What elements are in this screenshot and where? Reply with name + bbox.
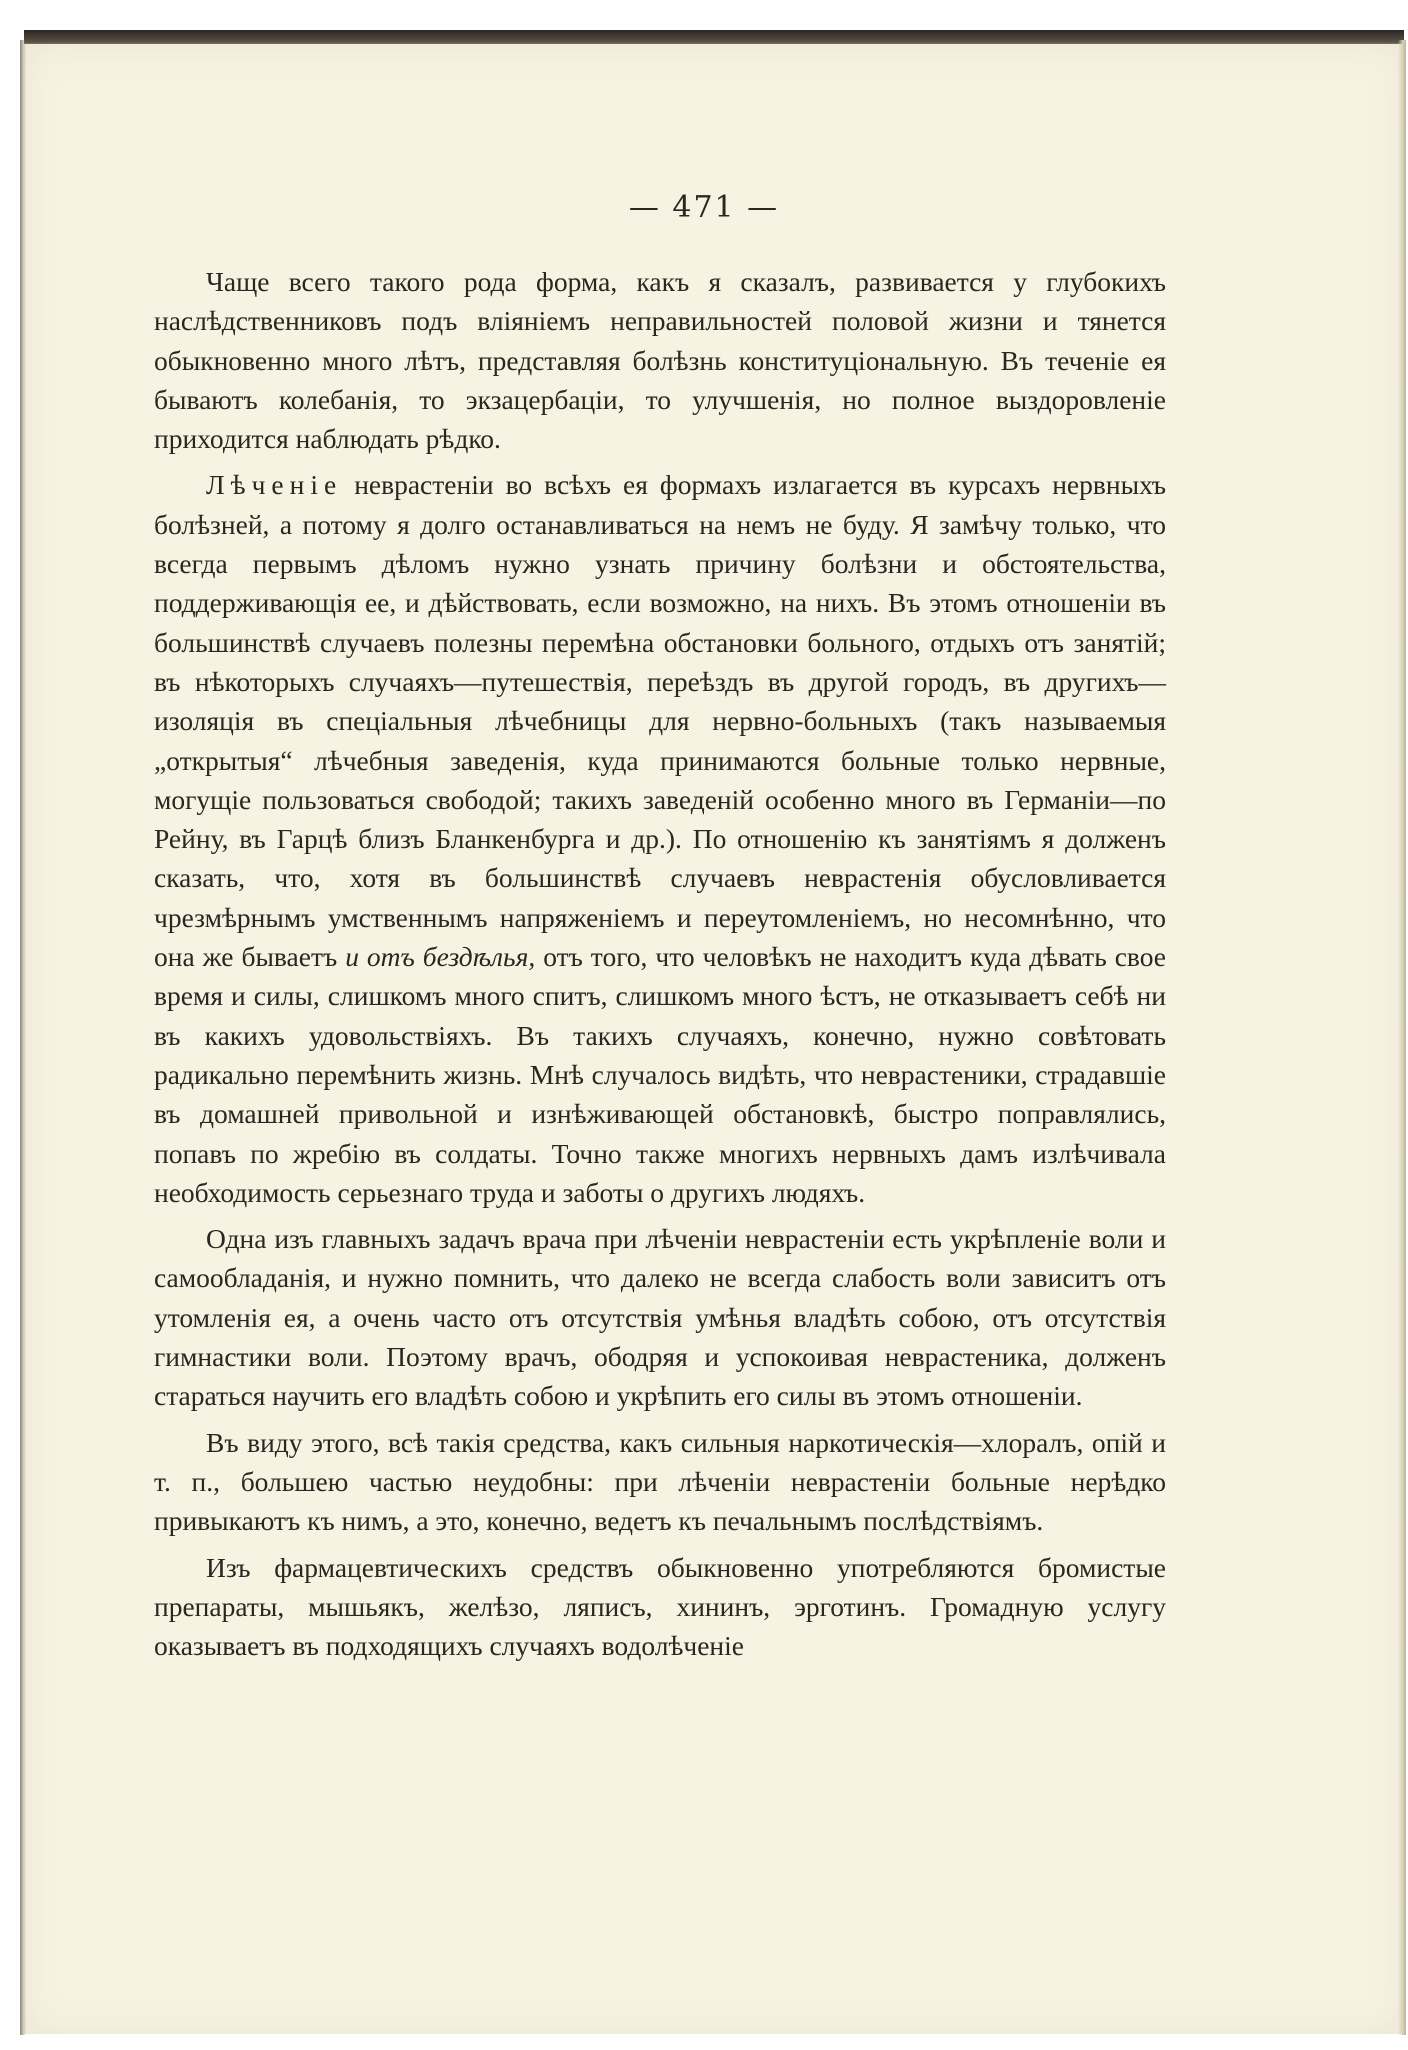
paragraph-2 <box>154 465 1166 1212</box>
emphasized-heading-word: Лѣченіе <box>206 469 343 501</box>
page-number: — 471 — <box>628 190 780 225</box>
page-right-edge <box>1398 40 1406 2035</box>
paragraph-4: Въ виду этого, всѣ такія средства, какъ сильныя наркотическія—хлоралъ, опій и т. п., большею частью неудобны: при лѣченіи неврастеніи больные нерѣдко привыкаютъ къ нимъ, а это, конечно, ведетъ къ печальнымъ послѣдствіямъ. <box>154 1426 1166 1537</box>
body-text <box>154 262 1166 1665</box>
page-left-edge <box>20 40 26 2035</box>
paragraph-1: Чаще всего такого рода форма, какъ я сказалъ, развивается у глубокихъ наслѣдственниковъ подъ вліяніемъ неправильностей половой жизни и тянется обыкновенно много лѣтъ, представляя болѣзнь конституціональную. Въ теченіе ея бываютъ колебанія, то экзацербаціи, то улучшенія, но полное выздоровленіе приходится наблюдать рѣдко. <box>154 266 1166 455</box>
paragraph-2-text-part-2: отъ того, что человѣкъ не находитъ куда дѣвать свое время и силы, слишкомъ много спитъ, слишкомъ много ѣстъ, не отказываетъ себѣ ни въ какихъ удовольствіяхъ. Въ такихъ случаяхъ, конечно, нужно совѣтовать радикально перемѣнить жизнь. Мнѣ случалось видѣть, что неврастеники, страдавшіе въ домашней привольной и изнѣживающей обстановкѣ, быстро поправлялись, попавъ по жребію въ солдаты. Точно также многихъ нервныхъ дамъ излѣчивала необходимость серьезнаго труда и заботы о другихъ людяхъ. <box>154 941 1167 1208</box>
paragraph-5: Изъ фармацевтическихъ средствъ обыкновенно употребляются бромистые препараты, мышьякъ, желѣзо, ляписъ, хининъ, эрготинъ. Громадную услугу оказываетъ въ подходящихъ случаяхъ водолѣченіе <box>154 1551 1166 1662</box>
paragraph-3: Одна изъ главныхъ задачъ врача при лѣченіи неврастеніи есть укрѣпленіе воли и самообладанія, и нужно помнить, что далеко не всегда слабость воли зависитъ отъ утомленія ея, а очень часто отъ отсутствія умѣнья владѣть собою, отъ отсутствія гимнастики воли. Поэтому врачъ, ободряя и успокоивая неврастеника, долженъ стараться научить его владѣть собою и укрѣпить его силы въ этомъ отношеніи. <box>154 1223 1166 1412</box>
italic-phrase: и отъ бездѣлья, <box>345 941 536 973</box>
paragraph-2-text-part-1: неврастеніи во всѣхъ ея формахъ излагается въ курсахъ нервныхъ болѣзней, а потому я долго останавливаться на немъ не буду. Я замѣчу только, что всегда первымъ дѣломъ нужно узнать причину болѣзни и обстоятельства, поддерживающія ее, и дѣйствовать, если возможно, на нихъ. Въ этомъ отношеніи въ большинствѣ случаевъ полезны перемѣна обстановки больного, отдыхъ отъ занятій; въ нѣкоторыхъ случаяхъ—путешествія, переѣздъ въ другой городъ, въ другихъ—изоляція въ спеціальныя лѣчебницы для нервно-больныхъ (такъ называемыя „открытыя“ лѣчебныя заведенія, куда принимаются больные только нервные, могущіе пользоваться свободой; такихъ заведеній особенно много въ Германіи—по Рейну, въ Гарцѣ близъ Бланкенбурга и др.). По отношенію къ занятіямъ я долженъ сказать, что, хотя въ большинствѣ случаевъ неврастенія обусловливается чрезмѣрнымъ умственнымъ напряженіемъ и переутомленіемъ, но несомнѣнно, что она же бываетъ <box>154 469 1166 973</box>
